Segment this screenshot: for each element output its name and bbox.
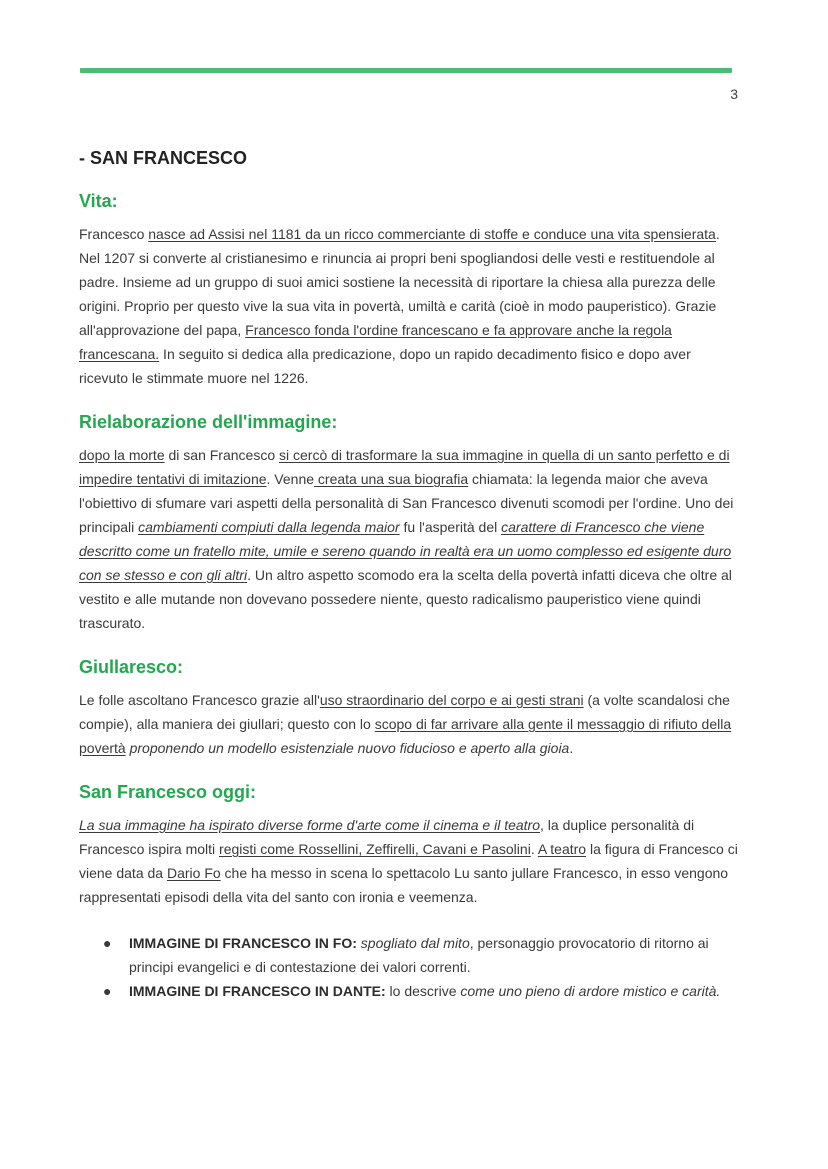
bullet-icon: ● <box>103 935 112 951</box>
page-content <box>79 148 739 1003</box>
list-item: ● IMMAGINE DI FRANCESCO IN DANTE: lo descrive come uno pieno di ardore mistico e carità. <box>103 979 739 1003</box>
section-heading-oggi: San Francesco oggi: <box>79 782 257 802</box>
page-number: 3 <box>730 86 738 102</box>
paragraph-vita: Francesco nasce ad Assisi nel 1181 da un ricco commerciante di stoffe e conduce una vita spensierata. Nel 1207 si converte al cristianesimo e rinuncia ai propri beni spogliandosi delle vesti e restituendole al padre. Insieme ad un gruppo di suoi amici sostiene la necessità di riportare la chiesa alla purezza delle origini. Proprio per questo vive la sua vita in povertà, umiltà e carità (cioè in modo pauperistico). Grazie all'approvazione del papa, Francesco fonda l'ordine francescano e fa approvare anche la regola francescana. In seguito si dedica alla predicazione, dopo un rapido decadimento fisico e dopo aver ricevuto le stimmate muore nel 1226. <box>79 226 720 386</box>
paragraph-oggi: La sua immagine ha ispirato diverse forme d'arte come il cinema e il teatro, la duplice personalità di Francesco ispira molti registi come Rossellini, Zeffirelli, Cavani e Pasolini. A teatro la figura di Francesco ci viene data da Dario Fo che ha messo in scena lo spettacolo Lu santo jullare Francesco, in esso vengono rappresentati episodi della vita del santo con ironia e veemenza. <box>79 817 738 905</box>
paragraph-giullaresco: Le folle ascoltano Francesco grazie all'uso straordinario del corpo e ai gesti strani (a volte scandalosi che compie), alla maniera dei giullari; questo con lo scopo di far arrivare alla gente il messaggio di rifiuto della povertà proponendo un modello esistenziale nuovo fiducioso e aperto alla gioia. <box>79 692 732 756</box>
section-heading-rielaborazione: Rielaborazione dell'immagine: <box>79 412 338 432</box>
bullet-list <box>79 931 739 1003</box>
section-heading-giullaresco: Giullaresco: <box>79 657 184 677</box>
section-heading-vita: Vita: <box>79 191 118 211</box>
paragraph-rielaborazione: dopo la morte di san Francesco si cercò di trasformare la sua immagine in quella di un santo perfetto e di impedire tentativi di imitazione. Venne creata una sua biografia chiamata: la legenda maior che aveva l'obiettivo di sfumare vari aspetti della personalità di San Francesco divenuti scomodi per l'ordine. Uno dei principali cambiamenti compiuti dalla legenda maior fu l'asperità del carattere di Francesco che viene descritto come un fratello mite, umile e sereno quando in realtà era un uomo complesso ed esigente duro con se stesso e con gli altri. Un altro aspetto scomodo era la scelta della povertà infatti diceva che oltre al vestito e alle mutande non dovevano possedere niente, questo radicalismo pauperistico viene quindi trascurato. <box>79 447 734 631</box>
header-rule <box>80 68 732 73</box>
bullet-icon: ● <box>103 983 112 999</box>
list-item: ● IMMAGINE DI FRANCESCO IN FO: spogliato dal mito, personaggio provocatorio di ritorno ai principi evangelici e di contestazione dei valori correnti. <box>103 931 739 979</box>
document-title: - SAN FRANCESCO <box>79 148 248 168</box>
